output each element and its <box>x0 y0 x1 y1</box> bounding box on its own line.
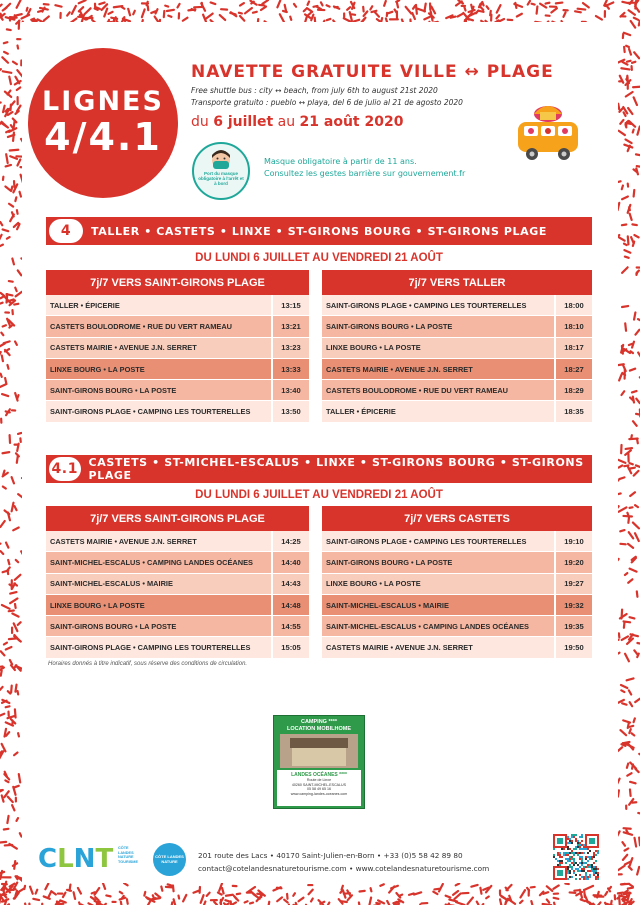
line-4-return-table <box>322 270 592 423</box>
footer-contact-links[interactable]: contact@cotelandesnaturetourisme.com • www.cotelandesnaturetourisme.com <box>198 863 490 873</box>
line-41-period: DU LUNDI 6 JUILLET AU VENDREDI 21 AOÛT <box>195 489 443 501</box>
clnt-logo-subtitle: CÔTE LANDES NATURE TOURISME <box>118 846 138 864</box>
departure-time: 14:43 <box>281 579 301 589</box>
stop-name: LINXE BOURG • LA POSTE <box>322 574 556 594</box>
disclaimer-note: Horaires donnés à titre indicatif, sous réserve des conditions de circulation. <box>48 661 248 667</box>
line-4-number: 4 <box>49 219 83 243</box>
stop-name: TALLER • ÉPICERIE <box>322 401 556 421</box>
table-row <box>322 552 592 573</box>
departure-time: 13:23 <box>281 343 301 353</box>
subtitle-english: Free shuttle bus : city ↔ beach, from july 6th to august 21st 2020 <box>191 86 438 95</box>
departure-time: 19:27 <box>564 579 584 589</box>
stop-name: LINXE BOURG • LA POSTE <box>46 359 273 379</box>
table-body <box>46 531 309 659</box>
table-row <box>322 616 592 637</box>
mask-info <box>264 156 465 180</box>
stop-name: CASTETS BOULODROME • RUE DU VERT RAMEAU <box>46 316 273 336</box>
departure-time: 14:40 <box>281 557 301 567</box>
line-41-route: CASTETS • ST-MICHEL-ESCALUS • LINXE • ST-GIRONS BOURG • ST-GIRONS PLAGE <box>88 456 584 482</box>
departure-time: 19:32 <box>564 600 584 610</box>
stop-name: CASTETS MAIRIE • AVENUE J.N. SERRET <box>322 637 556 657</box>
page-title: NAVETTE GRATUITE VILLE ↔ PLAGE <box>191 62 554 82</box>
stop-name: SAINT-MICHEL-ESCALUS • MAIRIE <box>46 574 273 594</box>
stop-name: TALLER • ÉPICERIE <box>46 295 273 315</box>
camping-brand: LANDES OCÉANES **** <box>291 772 347 779</box>
table-row <box>322 295 592 316</box>
table-row <box>46 338 309 359</box>
table-row <box>46 359 309 380</box>
lines-badge <box>28 48 178 198</box>
line-4-outbound-table <box>46 270 309 423</box>
table-body <box>322 531 592 659</box>
table-body <box>322 295 592 423</box>
line-41-outbound-table <box>46 506 309 659</box>
clnt-logo: CLNT <box>38 844 114 874</box>
departure-time: 13:40 <box>281 385 301 395</box>
table-row <box>46 380 309 401</box>
camping-phone: 05 58 49 65 16 <box>307 787 331 792</box>
departure-time: 13:21 <box>281 321 301 331</box>
table-row <box>322 380 592 401</box>
departure-time: 18:00 <box>564 300 584 310</box>
stop-name: CASTETS MAIRIE • AVENUE J.N. SERRET <box>46 531 273 551</box>
stop-name: SAINT-GIRONS PLAGE • CAMPING LES TOURTERELLES <box>322 295 556 315</box>
footer-contact <box>198 850 489 876</box>
line-4-route: TALLER • CASTETS • LINXE • ST-GIRONS BOURG • ST-GIRONS PLAGE <box>91 224 548 238</box>
table-row <box>46 552 309 573</box>
dates-from: 6 juillet <box>213 114 274 130</box>
line-4-period: DU LUNDI 6 JUILLET AU VENDREDI 21 AOÛT <box>195 252 443 264</box>
departure-time: 14:55 <box>281 621 301 631</box>
line-41-header <box>46 455 592 483</box>
table-row <box>46 574 309 595</box>
stop-name: SAINT-MICHEL-ESCALUS • CAMPING LANDES OCÉANES <box>46 552 273 572</box>
table-title: 7j/7 VERS CASTETS <box>322 506 592 531</box>
mask-badge-text: Port du masque obligatoire à l'arrêt et à bord <box>198 171 244 186</box>
table-row <box>322 359 592 380</box>
bus-illustration-icon <box>510 98 586 168</box>
camping-web[interactable]: www.camping-landes-oceanes.com <box>290 791 348 796</box>
badge-line1: LIGNES <box>42 86 164 118</box>
table-title: 7j/7 VERS TALLER <box>322 270 592 295</box>
dates-to: 21 août 2020 <box>299 114 404 130</box>
table-body <box>46 295 309 423</box>
departure-time: 14:48 <box>281 600 301 610</box>
masked-face-icon <box>208 150 234 172</box>
departure-time: 19:50 <box>564 643 584 653</box>
table-row <box>46 531 309 552</box>
stop-name: CASTETS MAIRIE • AVENUE J.N. SERRET <box>322 359 556 379</box>
stop-name: SAINT-GIRONS BOURG • LA POSTE <box>46 616 273 636</box>
departure-time: 15:05 <box>281 643 301 653</box>
stop-name: SAINT-GIRONS BOURG • LA POSTE <box>46 380 273 400</box>
stop-name: SAINT-MICHEL-ESCALUS • CAMPING LANDES OCÉANES <box>322 616 556 636</box>
table-row <box>46 637 309 658</box>
table-row <box>322 401 592 422</box>
table-row <box>46 616 309 637</box>
table-row <box>322 574 592 595</box>
table-row <box>46 595 309 616</box>
table-row <box>322 316 592 337</box>
mask-info-line2: Consultez les gestes barrière sur gouvernement.fr <box>264 169 466 178</box>
table-title: 7j/7 VERS SAINT-GIRONS PLAGE <box>46 270 309 295</box>
stop-name: SAINT-GIRONS BOURG • LA POSTE <box>322 552 556 572</box>
departure-time: 19:10 <box>564 536 584 546</box>
stop-name: CASTETS MAIRIE • AVENUE J.N. SERRET <box>46 338 273 358</box>
departure-time: 13:50 <box>281 407 301 417</box>
camping-addr1: Route de Linxe <box>306 778 332 783</box>
camping-ad-line2: LOCATION MOBILHOME <box>286 725 352 732</box>
stop-name: SAINT-GIRONS PLAGE • CAMPING LES TOURTERELLES <box>322 531 556 551</box>
mask-badge <box>192 142 250 200</box>
badge-line2: 4/4.1 <box>44 114 162 159</box>
date-range <box>191 114 403 130</box>
line-41-number: 4.1 <box>49 457 81 481</box>
departure-time: 13:15 <box>281 300 301 310</box>
subtitle-spanish: Transporte gratuito : pueblo ↔ playa, del 6 de julio al 21 de agosto 2020 <box>191 98 463 107</box>
departure-time: 13:33 <box>281 364 301 374</box>
camping-ad-line1: CAMPING **** <box>300 719 338 725</box>
departure-time: 18:29 <box>564 385 584 395</box>
mask-info-line1: Masque obligatoire à partir de 11 ans. <box>264 157 417 166</box>
table-row <box>46 295 309 316</box>
stop-name: LINXE BOURG • LA POSTE <box>46 595 273 615</box>
departure-time: 18:17 <box>564 343 584 353</box>
camping-advert <box>273 715 365 809</box>
camping-ad-footer <box>277 770 361 806</box>
stop-name: SAINT-GIRONS PLAGE • CAMPING LES TOURTERELLES <box>46 637 273 657</box>
departure-time: 19:35 <box>564 621 584 631</box>
table-row <box>322 595 592 616</box>
qr-code-icon[interactable] <box>553 834 599 880</box>
mobilhome-photo <box>280 734 358 768</box>
table-row <box>46 316 309 337</box>
table-title: 7j/7 VERS SAINT-GIRONS PLAGE <box>46 506 309 531</box>
departure-time: 18:35 <box>564 407 584 417</box>
table-row <box>322 531 592 552</box>
departure-time: 18:27 <box>564 364 584 374</box>
stop-name: SAINT-MICHEL-ESCALUS • MAIRIE <box>322 595 556 615</box>
table-row <box>322 338 592 359</box>
footer-address: 201 route des Lacs • 40170 Saint-Julien-en-Born • +33 (0)5 58 42 89 80 <box>198 851 463 860</box>
line-4-header <box>46 217 592 245</box>
stop-name: LINXE BOURG • LA POSTE <box>322 338 556 358</box>
stop-name: CASTETS BOULODROME • RUE DU VERT RAMEAU <box>322 380 556 400</box>
table-row <box>46 401 309 422</box>
departure-time: 18:10 <box>564 321 584 331</box>
line-41-return-table <box>322 506 592 659</box>
cote-landes-nature-logo: CÔTE LANDES NATURE <box>153 843 186 876</box>
departure-time: 19:20 <box>564 557 584 567</box>
stop-name: SAINT-GIRONS PLAGE • CAMPING LES TOURTERELLES <box>46 401 273 421</box>
table-row <box>322 637 592 658</box>
departure-time: 14:25 <box>281 536 301 546</box>
stop-name: SAINT-GIRONS BOURG • LA POSTE <box>322 316 556 336</box>
camping-addr2: 40260 SAINT-MICHEL-ESCALUS <box>291 782 347 787</box>
dates-prefix: du <box>191 114 214 130</box>
dates-mid: au <box>273 114 300 130</box>
